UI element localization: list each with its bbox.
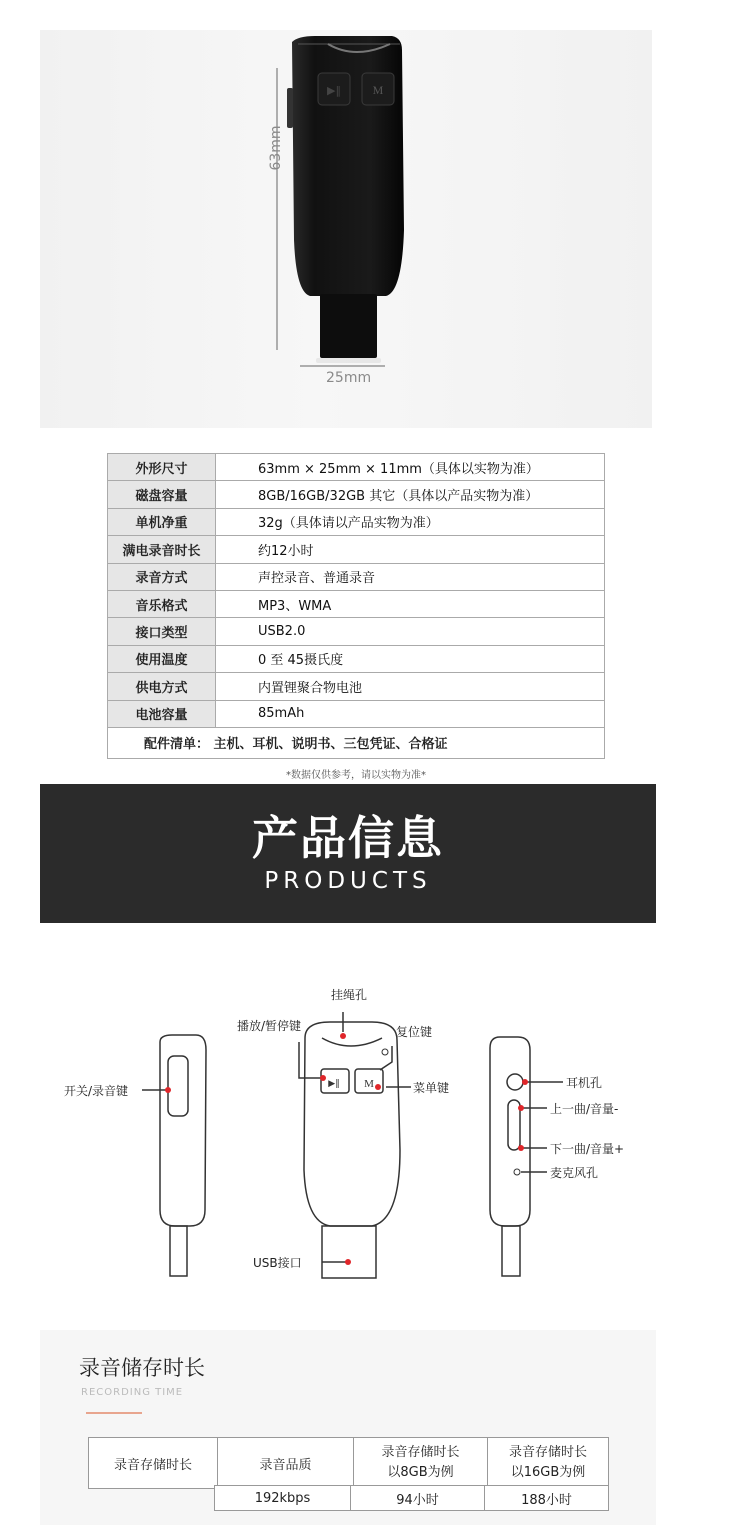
spec-value: 32g（具体请以产品实物为准）	[216, 508, 605, 535]
right-view-outline	[490, 1037, 530, 1226]
recording-table	[88, 1437, 609, 1489]
height-label: 63mm	[268, 125, 284, 171]
reset-hole	[382, 1049, 388, 1055]
spec-value: 约12小时	[216, 536, 605, 563]
spec-key: 录音方式	[108, 563, 216, 590]
spec-key: 接口类型	[108, 618, 216, 645]
spec-row	[108, 508, 605, 535]
section-banner	[40, 784, 656, 923]
label-next-volume: 下一曲/音量+	[550, 1142, 625, 1156]
recording-values-row	[214, 1485, 609, 1511]
label-switch-record: 开关/录音键	[64, 1084, 129, 1098]
label-lanyard-hole: 挂绳孔	[331, 988, 368, 1002]
menu-key-glyph: M	[364, 1078, 374, 1090]
spec-row	[108, 590, 605, 617]
recording-section	[40, 1330, 656, 1525]
spec-key: 电池容量	[108, 700, 216, 727]
col-quality: 录音品质	[218, 1438, 354, 1489]
spec-note: *数据仅供参考，请以实物为准*	[286, 770, 426, 781]
spec-table	[107, 453, 605, 759]
spec-row	[108, 481, 605, 508]
svg-text:M: M	[372, 83, 384, 97]
accessories-row	[108, 727, 605, 758]
spec-row	[108, 645, 605, 672]
label-earphone: 耳机孔	[566, 1076, 603, 1090]
time-8gb-value: 94小时	[351, 1486, 485, 1511]
spec-value: 85mAh	[216, 700, 605, 727]
front-view-outline	[304, 1022, 400, 1226]
product-photo	[40, 30, 652, 428]
width-label: 25mm	[326, 370, 372, 386]
spec-value: USB2.0	[216, 618, 605, 645]
label-play-pause: 播放/暂停键	[237, 1019, 302, 1033]
spec-row	[108, 700, 605, 727]
spec-value: 内置锂聚合物电池	[216, 673, 605, 700]
spec-key: 供电方式	[108, 673, 216, 700]
col-16gb-line2: 以16GB为例	[510, 1465, 586, 1480]
col-8gb-line1: 录音存储时长	[381, 1445, 460, 1460]
spec-value: 0 至 45摄氏度	[216, 645, 605, 672]
callout-dots	[165, 1033, 528, 1265]
spec-row	[108, 618, 605, 645]
col-8gb	[354, 1438, 488, 1489]
banner-title: 产品信息	[252, 811, 444, 865]
label-usb: USB接口	[253, 1256, 302, 1270]
spec-row	[108, 536, 605, 563]
label-menu: 菜单键	[413, 1081, 450, 1095]
spec-key: 外形尺寸	[108, 454, 216, 481]
play-key-glyph: ▶‖	[328, 1079, 340, 1089]
label-mic: 麦克风孔	[550, 1166, 599, 1180]
usb-plug-image	[320, 294, 377, 358]
spec-key: 音乐格式	[108, 590, 216, 617]
title-underline	[86, 1412, 142, 1414]
quality-value: 192kbps	[215, 1486, 351, 1511]
col-16gb	[488, 1438, 609, 1489]
spec-row	[108, 563, 605, 590]
col-8gb-line2: 以8GB为例	[387, 1465, 454, 1480]
spec-value: 63mm × 25mm × 11mm（具体以实物为准）	[216, 454, 605, 481]
spec-row	[108, 673, 605, 700]
time-16gb-value: 188小时	[485, 1486, 609, 1511]
recorder-illustration	[40, 30, 652, 428]
recording-subtitle: RECORDING TIME	[81, 1387, 184, 1398]
accessories-cell: 配件清单： 主机、耳机、说明书、三包凭证、合格证	[108, 727, 605, 758]
row-header: 录音存储时长	[89, 1438, 218, 1489]
col-16gb-line1: 录音存储时长	[508, 1445, 587, 1460]
label-prev-volume: 上一曲/音量-	[550, 1102, 619, 1116]
spec-row	[108, 454, 605, 481]
banner-subtitle: PRODUCTS	[264, 868, 432, 894]
spec-key: 单机净重	[108, 508, 216, 535]
recording-title: 录音储存时长	[79, 1356, 205, 1380]
spec-key: 使用温度	[108, 645, 216, 672]
svg-text:▶‖: ▶‖	[327, 84, 341, 97]
spec-key: 满电录音时长	[108, 536, 216, 563]
left-view-outline	[160, 1035, 206, 1226]
spec-value: 8GB/16GB/32GB 其它（具体以产品实物为准）	[216, 481, 605, 508]
spec-value: MP3、WMA	[216, 590, 605, 617]
spec-key: 磁盘容量	[108, 481, 216, 508]
spec-value: 声控录音、普通录音	[216, 563, 605, 590]
product-diagram	[0, 970, 750, 1290]
label-reset: 复位键	[396, 1025, 433, 1039]
